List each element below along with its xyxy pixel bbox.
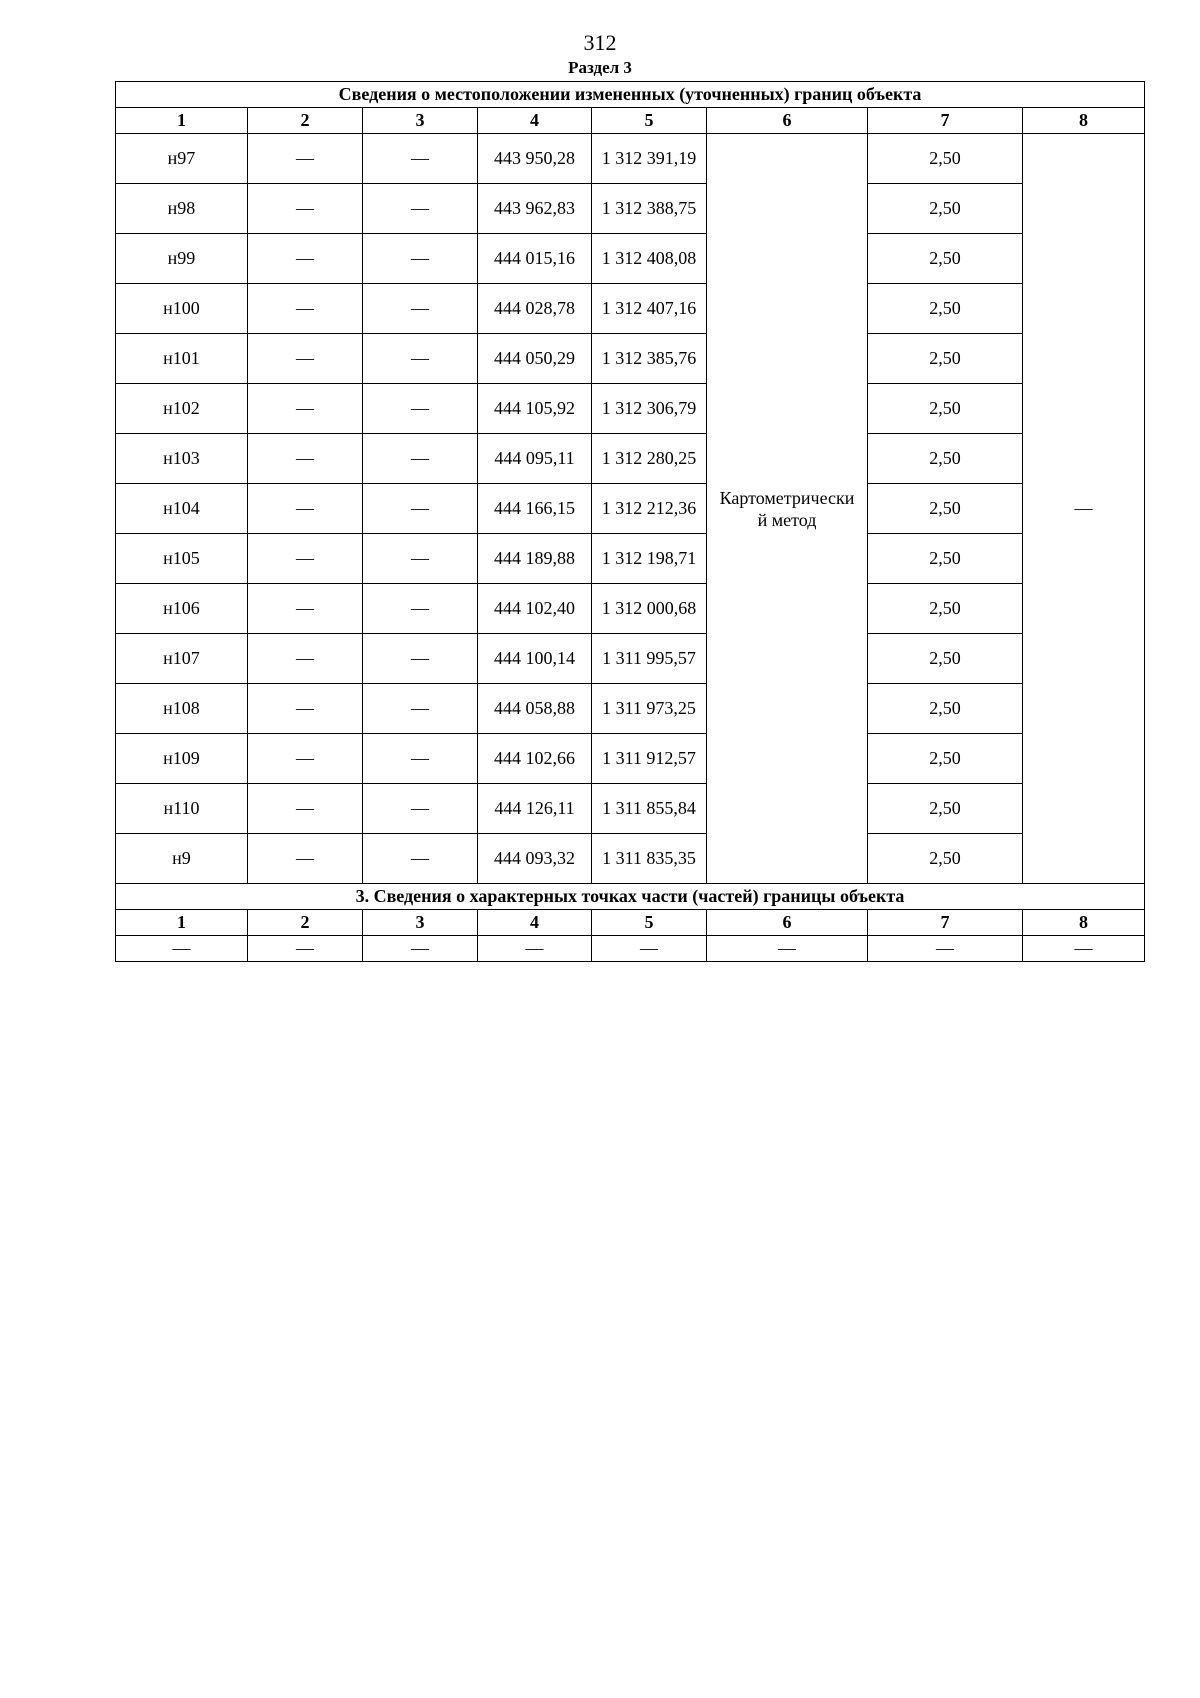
y-coordinate-cell: 1 312 306,79 bbox=[592, 384, 707, 434]
column2-cell: — bbox=[248, 834, 363, 884]
column-number-cell: 4 bbox=[478, 910, 592, 936]
y-coordinate-cell: 1 312 408,08 bbox=[592, 234, 707, 284]
table-row bbox=[116, 434, 1145, 484]
point-cell: н106 bbox=[116, 584, 248, 634]
accuracy-cell: 2,50 bbox=[868, 534, 1023, 584]
method-cell bbox=[707, 134, 868, 884]
column-number-cell: 2 bbox=[248, 910, 363, 936]
column-number-cell: 3 bbox=[363, 910, 478, 936]
column3-cell: — bbox=[363, 284, 478, 334]
table-row bbox=[116, 284, 1145, 334]
column3-cell: — bbox=[363, 834, 478, 884]
column3-cell: — bbox=[363, 434, 478, 484]
column2-cell: — bbox=[248, 484, 363, 534]
x-coordinate-cell: 444 105,92 bbox=[478, 384, 592, 434]
table-caption: Сведения о местоположении измененных (уточненных) границ объекта bbox=[116, 82, 1145, 108]
accuracy-cell: 2,50 bbox=[868, 734, 1023, 784]
y-coordinate-cell: 1 312 280,25 bbox=[592, 434, 707, 484]
x-coordinate-cell: 444 189,88 bbox=[478, 534, 592, 584]
column-number-cell: 2 bbox=[248, 108, 363, 134]
column-number-cell: 7 bbox=[868, 108, 1023, 134]
empty-cell: — bbox=[116, 936, 248, 962]
column3-cell: — bbox=[363, 584, 478, 634]
table-row bbox=[116, 384, 1145, 434]
point-cell: н109 bbox=[116, 734, 248, 784]
table-row bbox=[116, 936, 1145, 962]
column-number-cell: 5 bbox=[592, 910, 707, 936]
accuracy-cell: 2,50 bbox=[868, 484, 1023, 534]
y-coordinate-cell: 1 312 391,19 bbox=[592, 134, 707, 184]
x-coordinate-cell: 444 028,78 bbox=[478, 284, 592, 334]
accuracy-cell: 2,50 bbox=[868, 334, 1023, 384]
column-number-cell: 8 bbox=[1023, 910, 1145, 936]
empty-cell: — bbox=[868, 936, 1023, 962]
column-number-cell: 5 bbox=[592, 108, 707, 134]
column3-cell: — bbox=[363, 484, 478, 534]
table-row bbox=[116, 684, 1145, 734]
coordinates-table bbox=[115, 81, 1145, 962]
accuracy-cell: 2,50 bbox=[868, 384, 1023, 434]
column3-cell: — bbox=[363, 634, 478, 684]
point-cell: н97 bbox=[116, 134, 248, 184]
column-number-row bbox=[116, 108, 1145, 134]
accuracy-cell: 2,50 bbox=[868, 634, 1023, 684]
empty-cell: — bbox=[592, 936, 707, 962]
column2-cell: — bbox=[248, 334, 363, 384]
x-coordinate-cell: 443 950,28 bbox=[478, 134, 592, 184]
y-coordinate-cell: 1 312 198,71 bbox=[592, 534, 707, 584]
accuracy-cell: 2,50 bbox=[868, 134, 1023, 184]
column8-cell: — bbox=[1023, 134, 1145, 884]
x-coordinate-cell: 444 102,66 bbox=[478, 734, 592, 784]
page-number: 312 bbox=[583, 30, 617, 55]
column3-cell: — bbox=[363, 334, 478, 384]
x-coordinate-cell: 444 166,15 bbox=[478, 484, 592, 534]
y-coordinate-cell: 1 312 000,68 bbox=[592, 584, 707, 634]
point-cell: н100 bbox=[116, 284, 248, 334]
point-cell: н9 bbox=[116, 834, 248, 884]
column2-cell: — bbox=[248, 234, 363, 284]
column-number-cell: 6 bbox=[707, 108, 868, 134]
column-number-cell: 7 bbox=[868, 910, 1023, 936]
y-coordinate-cell: 1 312 212,36 bbox=[592, 484, 707, 534]
table-row bbox=[116, 584, 1145, 634]
point-cell: н98 bbox=[116, 184, 248, 234]
table-row bbox=[116, 184, 1145, 234]
y-coordinate-cell: 1 311 855,84 bbox=[592, 784, 707, 834]
column3-cell: — bbox=[363, 134, 478, 184]
y-coordinate-cell: 1 312 407,16 bbox=[592, 284, 707, 334]
point-cell: н110 bbox=[116, 784, 248, 834]
column2-cell: — bbox=[248, 284, 363, 334]
empty-cell: — bbox=[248, 936, 363, 962]
point-cell: н103 bbox=[116, 434, 248, 484]
y-coordinate-cell: 1 312 385,76 bbox=[592, 334, 707, 384]
column2-cell: — bbox=[248, 434, 363, 484]
method-text-line1: Картометрически bbox=[719, 487, 855, 508]
column-number-cell: 3 bbox=[363, 108, 478, 134]
y-coordinate-cell: 1 312 388,75 bbox=[592, 184, 707, 234]
table-row bbox=[116, 784, 1145, 834]
column2-cell: — bbox=[248, 584, 363, 634]
column3-cell: — bbox=[363, 384, 478, 434]
column-number-cell: 8 bbox=[1023, 108, 1145, 134]
y-coordinate-cell: 1 311 973,25 bbox=[592, 684, 707, 734]
x-coordinate-cell: 443 962,83 bbox=[478, 184, 592, 234]
table2-caption: 3. Сведения о характерных точках части (частей) границы объекта bbox=[116, 884, 1145, 910]
empty-cell: — bbox=[363, 936, 478, 962]
x-coordinate-cell: 444 102,40 bbox=[478, 584, 592, 634]
column2-cell: — bbox=[248, 684, 363, 734]
column-number-cell: 6 bbox=[707, 910, 868, 936]
x-coordinate-cell: 444 093,32 bbox=[478, 834, 592, 884]
point-cell: н104 bbox=[116, 484, 248, 534]
x-coordinate-cell: 444 095,11 bbox=[478, 434, 592, 484]
y-coordinate-cell: 1 311 995,57 bbox=[592, 634, 707, 684]
empty-cell: — bbox=[1023, 936, 1145, 962]
x-coordinate-cell: 444 126,11 bbox=[478, 784, 592, 834]
accuracy-cell: 2,50 bbox=[868, 184, 1023, 234]
column2-cell: — bbox=[248, 784, 363, 834]
x-coordinate-cell: 444 015,16 bbox=[478, 234, 592, 284]
accuracy-cell: 2,50 bbox=[868, 234, 1023, 284]
table-row bbox=[116, 534, 1145, 584]
column3-cell: — bbox=[363, 534, 478, 584]
accuracy-cell: 2,50 bbox=[868, 584, 1023, 634]
column3-cell: — bbox=[363, 234, 478, 284]
column2-cell: — bbox=[248, 534, 363, 584]
column3-cell: — bbox=[363, 184, 478, 234]
column2-cell: — bbox=[248, 134, 363, 184]
column3-cell: — bbox=[363, 684, 478, 734]
point-cell: н99 bbox=[116, 234, 248, 284]
column3-cell: — bbox=[363, 784, 478, 834]
column2-cell: — bbox=[248, 734, 363, 784]
column-number-cell: 4 bbox=[478, 108, 592, 134]
point-cell: н105 bbox=[116, 534, 248, 584]
accuracy-cell: 2,50 bbox=[868, 784, 1023, 834]
accuracy-cell: 2,50 bbox=[868, 434, 1023, 484]
x-coordinate-cell: 444 100,14 bbox=[478, 634, 592, 684]
accuracy-cell: 2,50 bbox=[868, 284, 1023, 334]
y-coordinate-cell: 1 311 912,57 bbox=[592, 734, 707, 784]
table-row bbox=[116, 234, 1145, 284]
table-row bbox=[116, 634, 1145, 684]
column3-cell: — bbox=[363, 734, 478, 784]
method-text-line2: й метод bbox=[757, 509, 817, 530]
x-coordinate-cell: 444 050,29 bbox=[478, 334, 592, 384]
y-coordinate-cell: 1 311 835,35 bbox=[592, 834, 707, 884]
point-cell: н101 bbox=[116, 334, 248, 384]
table-row bbox=[116, 484, 1145, 534]
column2-cell: — bbox=[248, 184, 363, 234]
table-row bbox=[116, 134, 1145, 184]
table-row bbox=[116, 334, 1145, 384]
column2-cell: — bbox=[248, 384, 363, 434]
table-row bbox=[116, 834, 1145, 884]
accuracy-cell: 2,50 bbox=[868, 684, 1023, 734]
point-cell: н108 bbox=[116, 684, 248, 734]
point-cell: н102 bbox=[116, 384, 248, 434]
empty-cell: — bbox=[707, 936, 868, 962]
empty-cell: — bbox=[478, 936, 592, 962]
x-coordinate-cell: 444 058,88 bbox=[478, 684, 592, 734]
table-row bbox=[116, 734, 1145, 784]
point-cell: н107 bbox=[116, 634, 248, 684]
column2-cell: — bbox=[248, 634, 363, 684]
column-number-cell: 1 bbox=[116, 910, 248, 936]
accuracy-cell: 2,50 bbox=[868, 834, 1023, 884]
column-number-cell: 1 bbox=[116, 108, 248, 134]
column-number-row bbox=[116, 910, 1145, 936]
section-title: Раздел 3 bbox=[568, 58, 632, 77]
